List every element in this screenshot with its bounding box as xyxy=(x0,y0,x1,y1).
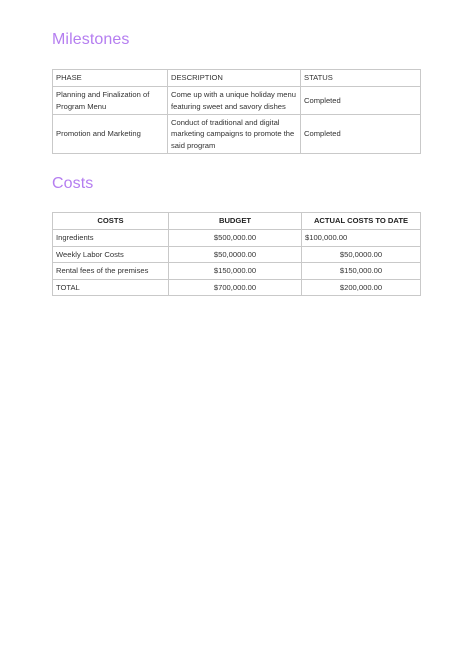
phase-cell: Planning and Finalization of Program Menu xyxy=(53,87,168,115)
budget-cell: $150,000.00 xyxy=(169,263,302,280)
budget-cell: $700,000.00 xyxy=(169,279,302,296)
column-header-budget: BUDGET xyxy=(169,213,302,230)
costs-table xyxy=(52,212,421,296)
cost-item-cell: Rental fees of the premises xyxy=(53,263,169,280)
cost-item-cell: TOTAL xyxy=(53,279,169,296)
column-header-status: STATUS xyxy=(301,70,421,87)
status-cell: Completed xyxy=(301,115,421,154)
budget-cell: $50,0000.00 xyxy=(169,246,302,263)
status-cell: Completed xyxy=(301,87,421,115)
column-header-phase: PHASE xyxy=(53,70,168,87)
milestones-table xyxy=(52,69,421,154)
description-cell: Come up with a unique holiday menu featuring sweet and savory dishes xyxy=(168,87,301,115)
table-row xyxy=(53,263,421,280)
table-row xyxy=(53,87,421,115)
table-row xyxy=(53,230,421,247)
column-header-description: DESCRIPTION xyxy=(168,70,301,87)
actual-cost-cell: $200,000.00 xyxy=(302,279,421,296)
description-cell: Conduct of traditional and digital marketing campaigns to promote the said program xyxy=(168,115,301,154)
actual-cost-cell: $100,000.00 xyxy=(302,230,421,247)
column-header-costs: COSTS xyxy=(53,213,169,230)
milestones-heading: Milestones xyxy=(52,31,130,48)
phase-cell: Promotion and Marketing xyxy=(53,115,168,154)
milestones-header-row xyxy=(53,70,421,87)
table-row xyxy=(53,115,421,154)
cost-item-cell: Ingredients xyxy=(53,230,169,247)
actual-cost-cell: $50,0000.00 xyxy=(302,246,421,263)
costs-heading: Costs xyxy=(52,175,94,192)
actual-cost-cell: $150,000.00 xyxy=(302,263,421,280)
table-row-total xyxy=(53,279,421,296)
budget-cell: $500,000.00 xyxy=(169,230,302,247)
costs-header-row xyxy=(53,213,421,230)
column-header-actual-costs: ACTUAL COSTS TO DATE xyxy=(302,213,421,230)
cost-item-cell: Weekly Labor Costs xyxy=(53,246,169,263)
table-row xyxy=(53,246,421,263)
